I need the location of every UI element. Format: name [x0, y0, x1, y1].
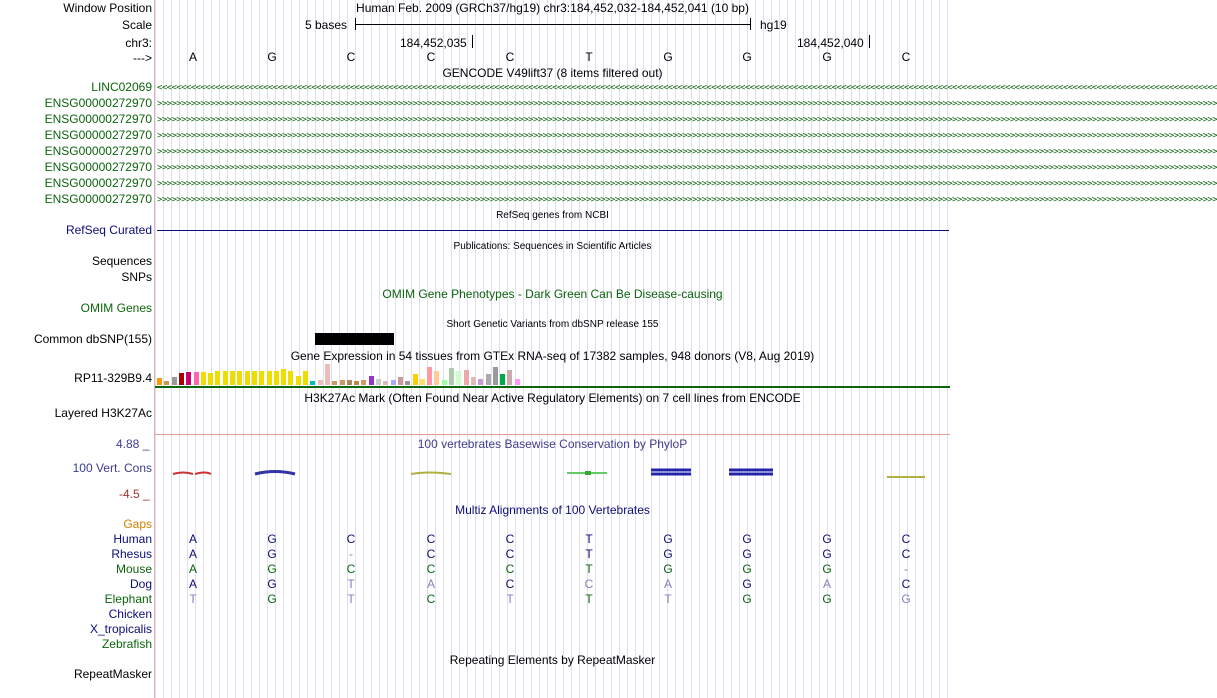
- species-label[interactable]: Zebrafish: [101, 637, 152, 651]
- phylop-label[interactable]: 100 Vert. Cons: [72, 461, 152, 475]
- alignment-base: G: [267, 562, 277, 576]
- chrom-label: chr3:: [125, 36, 152, 50]
- phylop-mark-7: [729, 470, 773, 474]
- gaps-label[interactable]: Gaps: [123, 517, 152, 531]
- h3k27ac-label[interactable]: Layered H3K27Ac: [54, 406, 152, 420]
- species-label[interactable]: Mouse: [115, 562, 152, 576]
- alignment-base: G: [742, 592, 752, 606]
- gtex-tissue-bar[interactable]: [215, 371, 220, 385]
- phylop-mark-3: [411, 473, 451, 475]
- coordinate-2: 184,452,040: [797, 36, 864, 50]
- alignment-base: T: [585, 592, 593, 606]
- gtex-tissue-bar[interactable]: [398, 377, 403, 385]
- phylop-top-line: [155, 434, 950, 435]
- gtex-tissue-bar[interactable]: [310, 381, 315, 385]
- gtex-tissue-bar[interactable]: [267, 371, 272, 385]
- alignment-base: A: [426, 577, 435, 591]
- alignment-base: A: [188, 577, 197, 591]
- alignment-base: G: [663, 532, 673, 546]
- alignment-base: A: [188, 547, 197, 561]
- gencode-gene-feature[interactable]: >>>>>>>>>>>>>>>>>>>>>>>>>>>>>>>>>>>>>>>>>>>>>>>>>>>>>>>>>>>>>>>>>>>>>>>>>>>>>>>>>>>>>>>>>>>>>>>>>>>>>>>>>>>>>>>>>>>>>>>>>>>>>>>>>>>>>>>>>>>>>>>>>>>>>>>>>>>>>>>>>>>>>>>>>>>>>>>>>>>>>>>>>>>>>>>>>>>>>>>>>>>>>>>>>>>>>>>>>>>>: [157, 99, 1217, 109]
- alignment-base: G: [663, 562, 673, 576]
- alignment-base: -: [904, 562, 908, 576]
- alignment-base: G: [901, 592, 911, 606]
- alignment-base: C: [505, 547, 515, 561]
- gtex-tissue-bar[interactable]: [318, 380, 323, 385]
- alignment-base: G: [822, 592, 832, 606]
- phylop-mark-6: [651, 470, 691, 474]
- gencode-item-label[interactable]: LINC02069: [91, 80, 152, 94]
- gtex-tissue-bar[interactable]: [376, 379, 381, 385]
- species-label[interactable]: Rhesus: [111, 547, 152, 561]
- gtex-tissue-bar[interactable]: [515, 379, 520, 385]
- dbsnp-track-title[interactable]: Short Genetic Variants from dbSNP release 155: [446, 319, 659, 330]
- gtex-tissue-bar[interactable]: [245, 371, 250, 385]
- alignment-base: A: [663, 577, 672, 591]
- reference-base: T: [585, 50, 593, 64]
- reference-base: G: [742, 50, 752, 64]
- alignment-base: T: [585, 562, 593, 576]
- gtex-tissue-bar[interactable]: [194, 372, 199, 385]
- species-label[interactable]: Elephant: [104, 592, 152, 606]
- gtex-tissue-bar[interactable]: [223, 371, 228, 385]
- gtex-tissue-bar[interactable]: [500, 374, 505, 385]
- gtex-tissue-bar[interactable]: [456, 371, 461, 385]
- alignment-base: G: [742, 532, 752, 546]
- dbsnp-variant-block[interactable]: [315, 333, 394, 345]
- gencode-item-label[interactable]: ENSG00000272970: [44, 160, 152, 174]
- gtex-tissue-bar[interactable]: [237, 371, 242, 385]
- h3k27ac-track-title[interactable]: H3K27Ac Mark (Often Found Near Active Regulatory Elements) on 7 cell lines from ENCODE: [304, 391, 801, 405]
- alignment-base: C: [426, 532, 436, 546]
- phylop-min-value: -4.5 _: [119, 487, 150, 501]
- gtex-tissue-bar[interactable]: [486, 374, 491, 385]
- gtex-tissue-bar[interactable]: [442, 380, 447, 385]
- sequences-label[interactable]: Sequences: [91, 254, 152, 268]
- reference-base: C: [505, 50, 515, 64]
- window-position-label: Window Position: [63, 1, 152, 15]
- reference-base: G: [663, 50, 673, 64]
- phylop-mark-8: [887, 476, 925, 478]
- gtex-tissue-bar[interactable]: [347, 380, 352, 385]
- gtex-tissue-bar[interactable]: [281, 369, 286, 385]
- gencode-track-title[interactable]: GENCODE V49lift37 (8 items filtered out): [442, 66, 663, 80]
- reference-base: C: [901, 50, 911, 64]
- gtex-tissue-bar[interactable]: [296, 376, 301, 385]
- scale-bar-left-tick: [355, 18, 356, 30]
- gtex-tissue-bar[interactable]: [464, 370, 469, 385]
- gtex-tissue-bar[interactable]: [230, 371, 235, 385]
- gtex-tissue-bar[interactable]: [471, 377, 476, 385]
- omim-track-title[interactable]: OMIM Gene Phenotypes - Dark Green Can Be Disease-causing: [382, 287, 723, 301]
- species-label[interactable]: Human: [113, 532, 152, 546]
- gtex-tissue-bar[interactable]: [325, 364, 330, 385]
- strand-label: --->: [133, 51, 152, 65]
- publications-track-title[interactable]: Publications: Sequences in Scientific Articles: [453, 241, 652, 252]
- alignment-base: T: [585, 532, 593, 546]
- alignment-base: C: [346, 532, 356, 546]
- reference-base: C: [426, 50, 436, 64]
- dbsnp-label[interactable]: Common dbSNP(155): [33, 332, 152, 346]
- gencode-item-label[interactable]: ENSG00000272970: [44, 112, 152, 126]
- reference-base: G: [267, 50, 277, 64]
- reference-base: C: [346, 50, 356, 64]
- gtex-tissue-bar[interactable]: [369, 376, 374, 385]
- gtex-tissue-bar[interactable]: [493, 367, 498, 385]
- repeatmasker-label[interactable]: RepeatMasker: [73, 667, 152, 681]
- alignment-base: G: [267, 547, 277, 561]
- scale-bar-right-tick: [750, 18, 751, 30]
- phylop-mark-1: [173, 473, 211, 475]
- species-label[interactable]: Chicken: [108, 607, 152, 621]
- alignment-base: C: [426, 562, 436, 576]
- species-label[interactable]: Dog: [129, 577, 152, 591]
- gtex-tissue-bar[interactable]: [303, 371, 308, 385]
- alignment-base: G: [822, 562, 832, 576]
- gencode-gene-feature[interactable]: <<<<<<<<<<<<<<<<<<<<<<<<<<<<<<<<<<<<<<<<<<<<<<<<<<<<<<<<<<<<<<<<<<<<<<<<<<<<<<<<<<<<<<<<<<<<<<<<<<<<<<<<<<<<<<<<<<<<<<<<<<<<<<<<<<<<<<<<<<<<<<<<<<<<<<<<<<<<<<<<<<<<<<<<<<<<<<<<<<<<<<<<<<<<<<<<<<<<<<<<<<<<<<<<<<<<<<<<<<<<: [157, 83, 1217, 93]
- repeatmasker-track-title[interactable]: Repeating Elements by RepeatMasker: [449, 653, 656, 667]
- coordinate-2-tick: [869, 35, 870, 48]
- gtex-tissue-bar[interactable]: [164, 381, 169, 385]
- alignment-base: C: [505, 532, 515, 546]
- alignment-base: G: [267, 577, 277, 591]
- coordinate-1-tick: [472, 35, 473, 48]
- gtex-tissue-bar[interactable]: [208, 373, 213, 385]
- species-label[interactable]: X_tropicalis: [89, 622, 152, 636]
- base-sequence-row: [0, 50, 950, 64]
- refseq-track-title[interactable]: RefSeq genes from NCBI: [496, 210, 609, 221]
- gencode-item-label[interactable]: ENSG00000272970: [44, 144, 152, 158]
- gtex-tissue-bar[interactable]: [274, 371, 279, 385]
- gtex-tissue-bar[interactable]: [172, 377, 177, 385]
- refseq-gene-line[interactable]: [157, 230, 949, 231]
- phylop-track-title[interactable]: 100 vertebrates Basewise Conservation by PhyloP: [417, 437, 688, 451]
- scale-label: Scale: [121, 18, 152, 32]
- alignment-base: C: [346, 562, 356, 576]
- gtex-tissue-bar[interactable]: [413, 374, 418, 385]
- alignment-base: G: [822, 532, 832, 546]
- gtex-label[interactable]: RP11-329B9.4: [74, 371, 152, 385]
- alignment-base: G: [267, 592, 277, 606]
- gtex-tissue-bar[interactable]: [434, 371, 439, 385]
- alignment-base: C: [584, 577, 594, 591]
- alignment-base: C: [505, 577, 515, 591]
- alignment-base: G: [742, 577, 752, 591]
- alignment-base: T: [585, 547, 593, 561]
- scale-value: 5 bases: [305, 18, 348, 32]
- alignment-base: T: [347, 592, 355, 606]
- scale-bar: [355, 24, 751, 25]
- reference-base: A: [188, 50, 197, 64]
- alignment-base: T: [189, 592, 197, 606]
- alignment-base: G: [822, 547, 832, 561]
- alignment-base: C: [901, 532, 911, 546]
- gtex-tissue-bar[interactable]: [157, 378, 162, 385]
- phylop-conservation-logos[interactable]: [155, 464, 950, 484]
- gtex-tissue-bar[interactable]: [288, 371, 293, 385]
- gtex-tissue-bar[interactable]: [405, 381, 410, 385]
- gtex-tissue-bar[interactable]: [354, 381, 359, 385]
- window-position-text: Human Feb. 2009 (GRCh37/hg19) chr3:184,452,032-184,452,041 (10 bp): [356, 1, 749, 15]
- refseq-label[interactable]: RefSeq Curated: [65, 223, 152, 237]
- gtex-tissue-bar[interactable]: [186, 372, 191, 385]
- phylop-max-value: 4.88 _: [116, 437, 150, 451]
- gencode-gene-feature[interactable]: >>>>>>>>>>>>>>>>>>>>>>>>>>>>>>>>>>>>>>>>>>>>>>>>>>>>>>>>>>>>>>>>>>>>>>>>>>>>>>>>>>>>>>>>>>>>>>>>>>>>>>>>>>>>>>>>>>>>>>>>>>>>>>>>>>>>>>>>>>>>>>>>>>>>>>>>>>>>>>>>>>>>>>>>>>>>>>>>>>>>>>>>>>>>>>>>>>>>>>>>>>>>>>>>>>>>>>>>>>>>: [157, 131, 1217, 141]
- alignment-base: C: [901, 547, 911, 561]
- alignment-base: G: [742, 547, 752, 561]
- gencode-gene-feature[interactable]: >>>>>>>>>>>>>>>>>>>>>>>>>>>>>>>>>>>>>>>>>>>>>>>>>>>>>>>>>>>>>>>>>>>>>>>>>>>>>>>>>>>>>>>>>>>>>>>>>>>>>>>>>>>>>>>>>>>>>>>>>>>>>>>>>>>>>>>>>>>>>>>>>>>>>>>>>>>>>>>>>>>>>>>>>>>>>>>>>>>>>>>>>>>>>>>>>>>>>>>>>>>>>>>>>>>>>>>>>>>>: [157, 179, 1217, 189]
- alignment-base: G: [663, 547, 673, 561]
- phylop-mark-5: [585, 471, 591, 475]
- alignment-base: A: [188, 532, 197, 546]
- coordinate-1: 184,452,035: [400, 36, 467, 50]
- alignment-base: C: [426, 547, 436, 561]
- alignment-base: C: [426, 592, 436, 606]
- gtex-tissue-bar[interactable]: [420, 379, 425, 385]
- gtex-tissue-bar[interactable]: [201, 372, 206, 385]
- gtex-tissue-bar[interactable]: [361, 380, 366, 385]
- gtex-tissue-bar[interactable]: [427, 367, 432, 385]
- gtex-track-title[interactable]: Gene Expression in 54 tissues from GTEx RNA-seq of 17382 samples, 948 donors (V8, Aug 2019): [290, 349, 815, 363]
- gtex-tissue-bar[interactable]: [507, 370, 512, 385]
- gencode-gene-feature[interactable]: >>>>>>>>>>>>>>>>>>>>>>>>>>>>>>>>>>>>>>>>>>>>>>>>>>>>>>>>>>>>>>>>>>>>>>>>>>>>>>>>>>>>>>>>>>>>>>>>>>>>>>>>>>>>>>>>>>>>>>>>>>>>>>>>>>>>>>>>>>>>>>>>>>>>>>>>>>>>>>>>>>>>>>>>>>>>>>>>>>>>>>>>>>>>>>>>>>>>>>>>>>>>>>>>>>>>>>>>>>>>: [157, 195, 1217, 205]
- alignment-base: G: [267, 532, 277, 546]
- gencode-item-label[interactable]: ENSG00000272970: [44, 176, 152, 190]
- multiz-track-title[interactable]: Multiz Alignments of 100 Vertebrates: [455, 503, 650, 517]
- alignment-base: G: [742, 562, 752, 576]
- alignment-base: A: [822, 577, 831, 591]
- gtex-tissue-bar[interactable]: [391, 380, 396, 385]
- phylop-mark-2: [255, 472, 295, 475]
- gencode-gene-feature[interactable]: >>>>>>>>>>>>>>>>>>>>>>>>>>>>>>>>>>>>>>>>>>>>>>>>>>>>>>>>>>>>>>>>>>>>>>>>>>>>>>>>>>>>>>>>>>>>>>>>>>>>>>>>>>>>>>>>>>>>>>>>>>>>>>>>>>>>>>>>>>>>>>>>>>>>>>>>>>>>>>>>>>>>>>>>>>>>>>>>>>>>>>>>>>>>>>>>>>>>>>>>>>>>>>>>>>>>>>>>>>>>: [157, 115, 1217, 125]
- gencode-item-label[interactable]: ENSG00000272970: [44, 128, 152, 142]
- gtex-tissue-bar[interactable]: [332, 381, 337, 385]
- alignment-base: C: [901, 577, 911, 591]
- gencode-item-label[interactable]: ENSG00000272970: [44, 96, 152, 110]
- gencode-gene-feature[interactable]: >>>>>>>>>>>>>>>>>>>>>>>>>>>>>>>>>>>>>>>>>>>>>>>>>>>>>>>>>>>>>>>>>>>>>>>>>>>>>>>>>>>>>>>>>>>>>>>>>>>>>>>>>>>>>>>>>>>>>>>>>>>>>>>>>>>>>>>>>>>>>>>>>>>>>>>>>>>>>>>>>>>>>>>>>>>>>>>>>>>>>>>>>>>>>>>>>>>>>>>>>>>>>>>>>>>>>>>>>>>>: [157, 163, 1217, 173]
- snps-label[interactable]: SNPs: [121, 270, 152, 284]
- alignment-base: T: [347, 577, 355, 591]
- gtex-tissue-bar[interactable]: [383, 381, 388, 385]
- gtex-expression-bars[interactable]: [157, 364, 537, 385]
- scale-assembly: hg19: [760, 18, 787, 32]
- h3k27ac-baseline: [155, 386, 950, 388]
- alignment-base: T: [506, 592, 514, 606]
- alignment-base: T: [664, 592, 672, 606]
- gtex-tissue-bar[interactable]: [179, 373, 184, 385]
- omim-label[interactable]: OMIM Genes: [80, 301, 152, 315]
- gencode-gene-feature[interactable]: >>>>>>>>>>>>>>>>>>>>>>>>>>>>>>>>>>>>>>>>>>>>>>>>>>>>>>>>>>>>>>>>>>>>>>>>>>>>>>>>>>>>>>>>>>>>>>>>>>>>>>>>>>>>>>>>>>>>>>>>>>>>>>>>>>>>>>>>>>>>>>>>>>>>>>>>>>>>>>>>>>>>>>>>>>>>>>>>>>>>>>>>>>>>>>>>>>>>>>>>>>>>>>>>>>>>>>>>>>>>: [157, 147, 1217, 157]
- alignment-base: C: [505, 562, 515, 576]
- alignment-base: -: [349, 547, 353, 561]
- gtex-tissue-bar[interactable]: [252, 371, 257, 385]
- alignment-base: A: [188, 562, 197, 576]
- gtex-tissue-bar[interactable]: [478, 379, 483, 385]
- gtex-tissue-bar[interactable]: [340, 380, 345, 385]
- gtex-tissue-bar[interactable]: [449, 368, 454, 385]
- reference-base: G: [822, 50, 832, 64]
- gencode-item-label[interactable]: ENSG00000272970: [44, 192, 152, 206]
- gtex-tissue-bar[interactable]: [259, 371, 264, 385]
